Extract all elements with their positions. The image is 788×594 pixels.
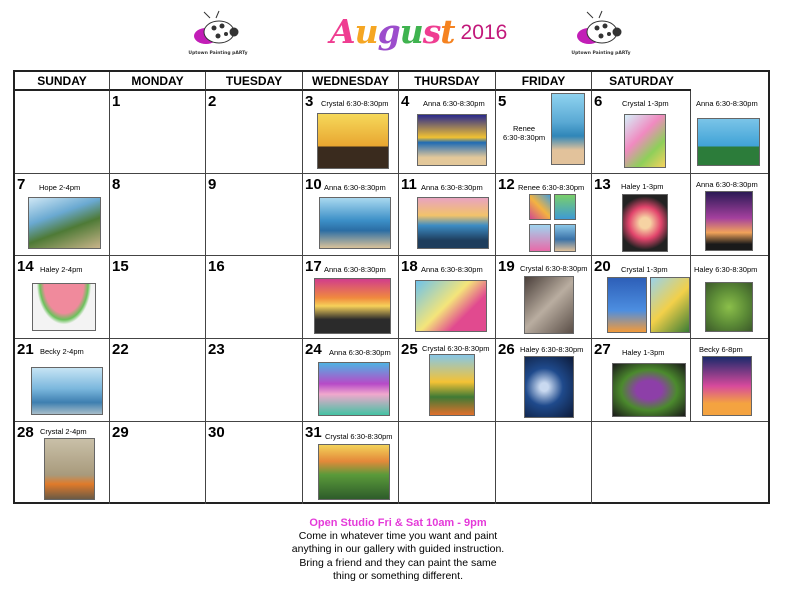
year-title: 2016 [460, 21, 508, 44]
day-cell[interactable] [110, 422, 206, 504]
header-tuesday: TUESDAY [206, 72, 303, 91]
day-cell-empty [592, 422, 691, 504]
ladybug-palette-icon [188, 10, 248, 50]
painting-thumbnail[interactable] [417, 197, 489, 249]
footer-line: Come in whatever time you want and paint [298, 530, 498, 543]
event-label: Anna 6:30-8:30pm [696, 99, 758, 108]
painting-thumbnail[interactable] [429, 354, 475, 416]
day-cell[interactable] [206, 422, 303, 504]
calendar-grid [13, 70, 770, 504]
event-label: Crystal 2-4pm [40, 427, 87, 436]
event-label: Anna 6:30-8:30pm [421, 183, 483, 192]
painting-thumbnail[interactable] [318, 444, 390, 500]
event-label: Crystal 6:30-8:30pm [520, 264, 588, 273]
header-thursday: THURSDAY [399, 72, 496, 91]
day-cell[interactable] [303, 422, 399, 504]
painting-thumbnail[interactable] [529, 194, 551, 220]
month-letter: t [440, 12, 455, 51]
event-label: Haley 6:30-8:30pm [694, 265, 758, 274]
header-friday: FRIDAY [496, 72, 592, 91]
event-label: Anna 6:30-8:30pm [329, 348, 391, 357]
painting-thumbnail[interactable] [607, 277, 647, 333]
month-title [330, 12, 455, 51]
day-cell[interactable] [15, 422, 110, 504]
day-number: 31 [305, 424, 322, 441]
painting-thumbnail[interactable] [622, 194, 668, 252]
event-label: Becky 6-8pm [699, 345, 743, 354]
day-cell[interactable] [110, 256, 206, 339]
day-cell[interactable] [399, 174, 496, 256]
ladybug-palette-icon [571, 10, 631, 50]
day-number: 24 [305, 341, 322, 358]
day-number: 14 [17, 258, 34, 275]
day-number: 15 [112, 258, 129, 275]
header-monday: MONDAY [110, 72, 206, 91]
day-number: 7 [17, 176, 26, 193]
day-number: 3 [305, 93, 314, 110]
painting-thumbnail[interactable] [524, 276, 574, 334]
logo-right [571, 10, 631, 56]
day-cell[interactable] [399, 256, 496, 339]
day-cell[interactable] [15, 174, 110, 256]
open-studio-heading: Open Studio Fri & Sat 10am - 9pm [309, 517, 487, 529]
event-label: Crystal 1-3pm [621, 265, 668, 274]
day-cell-empty [399, 422, 496, 504]
event-label: Becky 2-4pm [40, 347, 84, 356]
painting-thumbnail[interactable] [32, 283, 96, 331]
day-cell[interactable] [303, 174, 399, 256]
painting-thumbnail[interactable] [705, 191, 753, 251]
day-cell-extra[interactable] [691, 339, 768, 422]
day-cell[interactable] [592, 256, 691, 339]
day-cell[interactable] [15, 339, 110, 422]
event-label: Haley 1-3pm [622, 348, 665, 357]
day-number: 22 [112, 341, 129, 358]
event-label: Crystal 6:30-8:30pm [321, 99, 389, 108]
day-number: 16 [208, 258, 225, 275]
month-letter: A [330, 12, 355, 51]
painting-thumbnail[interactable] [612, 363, 686, 417]
painting-thumbnail[interactable] [318, 362, 390, 416]
day-number: 29 [112, 424, 129, 441]
painting-thumbnail[interactable] [31, 367, 103, 415]
event-label: Haley 1-3pm [621, 182, 664, 191]
month-letter: u [354, 12, 378, 51]
day-cell[interactable] [303, 339, 399, 422]
day-cell[interactable] [496, 174, 592, 256]
footer-line: Bring a friend and they can paint the same [299, 556, 497, 569]
footer-line: thing or something different. [333, 569, 463, 582]
header-saturday: SATURDAY [592, 72, 691, 91]
painting-thumbnail[interactable] [319, 197, 391, 249]
painting-thumbnail[interactable] [624, 114, 666, 168]
painting-thumbnail[interactable] [705, 282, 753, 332]
painting-thumbnail[interactable] [317, 113, 389, 169]
event-label: Crystal 1-3pm [622, 99, 669, 108]
day-cell[interactable] [592, 91, 691, 174]
day-cell[interactable] [399, 91, 496, 174]
day-cell[interactable] [110, 339, 206, 422]
day-number: 17 [305, 258, 322, 275]
painting-thumbnail[interactable] [551, 93, 585, 165]
day-number: 11 [401, 176, 417, 193]
event-label: Haley 6:30-8:30pm [520, 345, 584, 354]
month-letter: g [377, 12, 400, 51]
day-number: 9 [208, 176, 217, 193]
event-label: Crystal 6:30-8:30pm [422, 344, 490, 353]
event-label: Crystal 6:30-8:30pm [325, 432, 393, 441]
painting-thumbnail[interactable] [28, 197, 101, 249]
day-cell[interactable] [110, 91, 206, 174]
day-number: 2 [208, 93, 217, 110]
event-label: Anna 6:30-8:30pm [421, 265, 483, 274]
painting-thumbnail[interactable] [554, 194, 576, 220]
footer-line: anything in our gallery with guided instruction. [291, 543, 505, 556]
day-number: 30 [208, 424, 225, 441]
event-label: Renee [513, 124, 536, 133]
day-cell-extra[interactable] [691, 174, 768, 256]
event-label: Hope 2-4pm [39, 183, 81, 192]
month-letter: u [399, 12, 423, 51]
painting-thumbnail[interactable] [554, 224, 576, 252]
day-cell-extra[interactable] [691, 256, 768, 339]
painting-thumbnail[interactable] [529, 224, 551, 252]
header-sunday: SUNDAY [15, 72, 110, 91]
day-cell-extra[interactable] [691, 91, 768, 174]
painting-thumbnail[interactable] [417, 114, 487, 166]
day-cell[interactable] [206, 91, 303, 174]
day-number: 5 [498, 93, 507, 110]
day-cell[interactable] [110, 174, 206, 256]
day-cell[interactable] [206, 256, 303, 339]
day-number: 27 [594, 341, 611, 358]
logo-text: Uptown Painting pARTy [571, 51, 631, 56]
day-number: 6 [594, 93, 603, 110]
day-cell[interactable] [592, 339, 691, 422]
day-number: 28 [17, 424, 34, 441]
day-cell[interactable] [303, 91, 399, 174]
painting-thumbnail[interactable] [314, 278, 391, 334]
event-label: Anna 6:30-8:30pm [423, 99, 485, 108]
event-label: Anna 6:30-8:30pm [324, 183, 386, 192]
day-number: 18 [401, 258, 418, 275]
day-cell-empty [15, 91, 110, 174]
event-label: Renee 6:30-8:30pm [518, 183, 585, 192]
day-number: 4 [401, 93, 410, 110]
day-number: 23 [208, 341, 225, 358]
painting-thumbnail[interactable] [702, 356, 752, 416]
day-number: 21 [17, 341, 34, 358]
event-label: 6:30-8:30pm [503, 133, 546, 142]
painting-thumbnail[interactable] [697, 118, 760, 166]
page-title [330, 12, 508, 58]
header-wednesday: WEDNESDAY [303, 72, 399, 91]
day-cell[interactable] [399, 339, 496, 422]
event-label: Anna 6:30-8:30pm [324, 265, 386, 274]
day-cell[interactable] [496, 339, 592, 422]
day-cell[interactable] [15, 256, 110, 339]
day-cell[interactable] [496, 91, 592, 174]
day-number: 19 [498, 258, 515, 275]
day-cell[interactable] [592, 174, 691, 256]
day-number: 25 [401, 341, 418, 358]
day-number: 20 [594, 258, 611, 275]
day-number: 26 [498, 341, 515, 358]
day-cell[interactable] [303, 256, 399, 339]
footer-note [248, 517, 548, 583]
painting-thumbnail[interactable] [524, 356, 574, 418]
event-label: Anna 6:30-8:30pm [696, 180, 758, 189]
day-cell-empty [496, 422, 592, 504]
day-number: 10 [305, 176, 322, 193]
day-number: 8 [112, 176, 121, 193]
logo-left [188, 10, 248, 56]
painting-thumbnail[interactable] [44, 438, 95, 500]
day-cell[interactable] [206, 174, 303, 256]
painting-thumbnail[interactable] [650, 277, 690, 333]
day-cell[interactable] [496, 256, 592, 339]
day-cell[interactable] [206, 339, 303, 422]
painting-thumbnail[interactable] [415, 280, 487, 332]
month-letter: s [422, 12, 441, 51]
day-number: 13 [594, 176, 611, 193]
event-label: Haley 2-4pm [40, 265, 83, 274]
logo-text: Uptown Painting pARTy [188, 51, 248, 56]
day-number: 12 [498, 176, 515, 193]
day-number: 1 [112, 93, 121, 110]
